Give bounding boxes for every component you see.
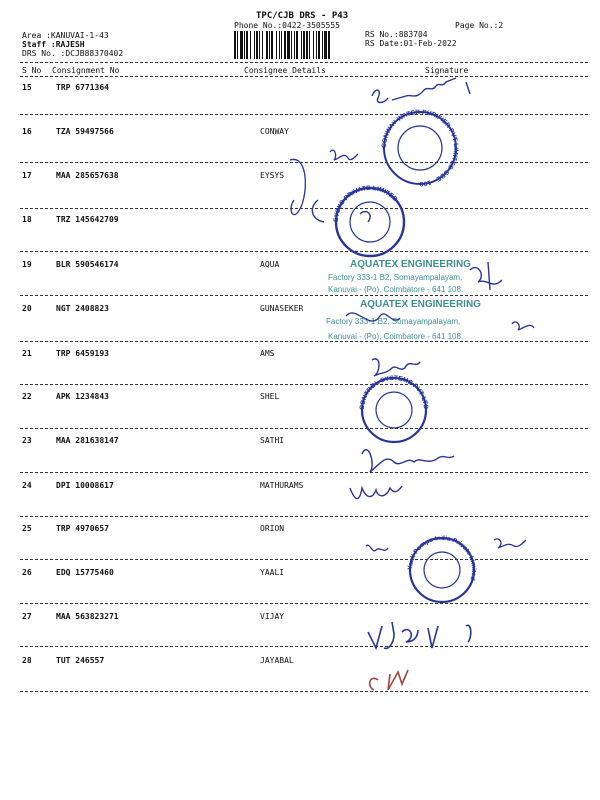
barcode-bar — [328, 31, 330, 59]
barcode-bar — [246, 31, 248, 59]
row-sno: 22 — [22, 392, 32, 401]
barcode-bar — [291, 31, 292, 59]
row-sno: 26 — [22, 568, 32, 577]
row-divider — [20, 428, 588, 429]
row-consignment: EDQ 15775460 — [56, 568, 114, 577]
row-consignee: YAALI — [260, 568, 285, 577]
row-consignee: ORION — [260, 524, 285, 533]
barcode-bar — [259, 31, 260, 59]
barcode-bar — [244, 31, 245, 59]
yaali-stamp-text: Yaali Pumps India Private Limited — [406, 534, 478, 581]
barcode-bar — [324, 31, 327, 59]
row-sno: 21 — [22, 349, 32, 358]
table-row — [0, 260, 600, 306]
row-consignment: BLR 590546174 — [56, 260, 119, 269]
row-divider — [20, 162, 588, 163]
row-divider — [20, 646, 588, 647]
row-consignee: AQUA — [260, 260, 280, 269]
barcode-bar — [256, 31, 258, 59]
aquatex-stamp-2-name: AQUATEX ENGINEERING — [360, 299, 481, 310]
row-divider — [20, 516, 588, 517]
col-signature: Signature — [425, 66, 469, 75]
table-row — [0, 83, 600, 129]
row-consignment: MAA 285657638 — [56, 171, 119, 180]
barcode-bar — [269, 31, 270, 59]
drs-number: DRS No. :DCJB88370402 — [22, 49, 124, 58]
aquatex-stamp-1-line1: Factory 333-1 B2, Somayampalayam, — [328, 273, 463, 282]
barcode-bar — [240, 31, 243, 59]
barcode-bar — [284, 31, 286, 59]
barcode-bar — [306, 31, 308, 59]
area-label: Area :KANUVAI-1-43 — [22, 31, 109, 40]
table-row — [0, 436, 600, 482]
row-consignee: CONWAY — [260, 127, 289, 136]
col-consignee: Consignee Details — [244, 66, 326, 75]
row-sno: 19 — [22, 260, 32, 269]
header-divider-top — [20, 62, 588, 63]
row-divider — [20, 341, 588, 342]
row-divider — [20, 559, 588, 560]
table-row — [0, 524, 600, 570]
row-consignee: MATHURAMS — [260, 481, 304, 490]
table-row — [0, 481, 600, 527]
barcode-bar — [250, 31, 251, 59]
page-number: Page No.:2 — [455, 21, 504, 30]
phone-number: Phone No.:0422-3505555 — [234, 21, 340, 30]
document-title: TPC/CJB DRS - P43 — [256, 11, 349, 21]
row-consignee: EYSYS — [260, 171, 285, 180]
table-row — [0, 215, 600, 261]
table-row — [0, 656, 600, 702]
barcode-bar — [303, 31, 305, 59]
row-sno: 18 — [22, 215, 32, 224]
row-consignment: TRP 6771364 — [56, 83, 109, 92]
barcode-bar — [279, 31, 280, 59]
row-sno: 16 — [22, 127, 32, 136]
row-sno: 20 — [22, 304, 32, 313]
row-sno: 24 — [22, 481, 32, 490]
col-consignment: Consignment No — [52, 66, 120, 75]
aquatex-stamp-2-line1: Factory 333-1 B2, Somayampalayam, — [326, 317, 461, 326]
eysys-stamp-text: EYSYS PRIVATE LIMITED — [332, 184, 399, 223]
header-divider-bottom — [20, 76, 588, 77]
barcode-bar — [296, 31, 298, 59]
table-row — [0, 127, 600, 173]
table-row — [0, 171, 600, 217]
row-consignment: TRZ 145642709 — [56, 215, 119, 224]
row-sno: 23 — [22, 436, 32, 445]
aquatex-stamp-1-line2: Kanuvai - (Po), Coimbatore - 641 108. — [328, 285, 464, 294]
barcode-bar — [322, 31, 323, 59]
row-divider — [20, 114, 588, 115]
row-consignee: JAYABAL — [260, 656, 294, 665]
table-row — [0, 568, 600, 614]
rs-number: RS No.:883704 — [365, 30, 428, 39]
row-consignee: SATHI — [260, 436, 285, 445]
table-row — [0, 612, 600, 658]
row-consignment: TUT 246557 — [56, 656, 105, 665]
row-consignment: TRP 4970657 — [56, 524, 109, 533]
table-row — [0, 349, 600, 395]
aquatex-stamp-2-line2: Kanuvai - (Po), Coimbatore - 641 108. — [328, 332, 464, 341]
row-sno: 17 — [22, 171, 32, 180]
row-divider — [20, 384, 588, 385]
row-consignment: MAA 563823271 — [56, 612, 119, 621]
table-row — [0, 392, 600, 438]
row-consignment: DPI 10008617 — [56, 481, 114, 490]
row-sno: 25 — [22, 524, 32, 533]
conway-stamp-text: CONWAY WATER PURIFIER PVT LIMITED CBE - 108 — [380, 108, 460, 188]
barcode-bar — [281, 31, 282, 59]
row-sno: 15 — [22, 83, 32, 92]
row-divider — [20, 472, 588, 473]
row-consignment: NGT 2408823 — [56, 304, 109, 313]
row-divider — [20, 691, 588, 692]
barcode-bar — [266, 31, 268, 59]
row-divider — [20, 295, 588, 296]
col-sno: S No — [22, 66, 42, 75]
row-sno: 27 — [22, 612, 32, 621]
row-divider — [20, 208, 588, 209]
barcode-bar — [301, 31, 302, 59]
row-consignment: MAA 281638147 — [56, 436, 119, 445]
barcode — [232, 31, 356, 59]
table-row — [0, 304, 600, 350]
barcode-bar — [254, 31, 255, 59]
control-stamp-text: CONTROL SYSTEMS PVT LTD — [358, 374, 430, 411]
staff-label: Staff :RAJESH — [22, 40, 85, 49]
barcode-bar — [262, 31, 263, 59]
barcode-bar — [313, 31, 314, 59]
barcode-bar — [309, 31, 310, 59]
barcode-bar — [316, 31, 317, 59]
row-consignee: AMS — [260, 349, 275, 358]
barcode-bar — [294, 31, 295, 59]
aquatex-stamp-1-name: AQUATEX ENGINEERING — [350, 259, 471, 270]
row-sno: 28 — [22, 656, 32, 665]
rs-date: RS Date:01-Feb-2022 — [365, 39, 457, 48]
row-divider — [20, 251, 588, 252]
barcode-bar — [271, 31, 273, 59]
row-consignee: VIJAY — [260, 612, 285, 621]
row-consignment: TRP 6459193 — [56, 349, 109, 358]
row-divider — [20, 603, 588, 604]
barcode-bar — [234, 31, 236, 59]
barcode-bar — [276, 31, 277, 59]
row-consignee: SHEL — [260, 392, 280, 401]
row-consignment: APK 1234843 — [56, 392, 109, 401]
barcode-bar — [287, 31, 290, 59]
row-consignee: GUNASEKER — [260, 304, 304, 313]
barcode-bar — [318, 31, 320, 59]
barcode-bar — [237, 31, 238, 59]
row-consignment: TZA 59497566 — [56, 127, 114, 136]
